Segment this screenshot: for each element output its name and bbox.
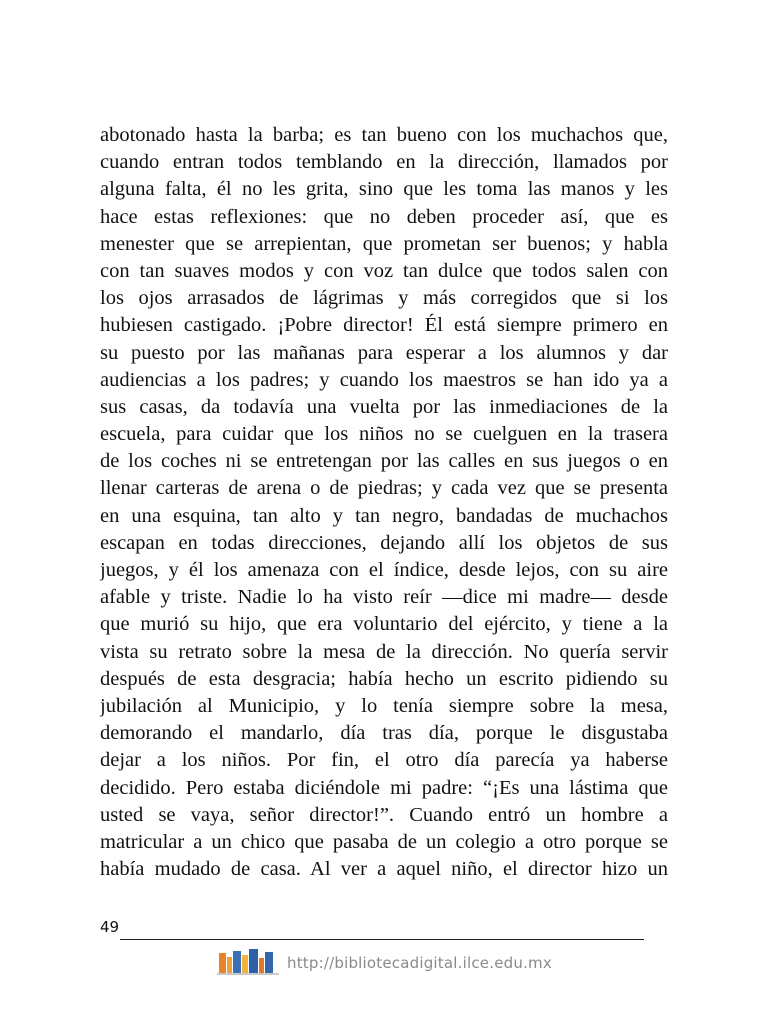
logo-book <box>233 951 241 973</box>
text-line: llenar carteras de arena o de piedras; y cada vez que se presenta <box>100 477 668 500</box>
text-line: demorando el mandarlo, día tras día, porque le disgustaba <box>100 722 668 745</box>
footer-rule <box>120 939 644 940</box>
text-line: vista su retrato sobre la mesa de la dirección. No quería servir <box>100 640 668 663</box>
logo-shelf <box>217 973 279 975</box>
text-line: de los coches ni se entretengan por las calles en sus juegos o en <box>100 450 668 473</box>
text-line: había mudado de casa. Al ver a aquel niño, el director hizo un <box>100 858 668 881</box>
text-line: usted se vaya, señor director!”. Cuando entró un hombre a <box>100 803 668 826</box>
text-line: que murió su hijo, que era voluntario del ejército, y tiene a la <box>100 613 668 636</box>
text-line: hace estas reflexiones: que no deben proceder así, que es <box>100 205 668 228</box>
text-line: su puesto por las mañanas para esperar a los alumnos y dar <box>100 341 668 364</box>
text-line: abotonado hasta la barba; es tan bueno con los muchachos que, <box>100 124 668 146</box>
text-line: dejar a los niños. Por fin, el otro día parecía ya haberse <box>100 749 668 772</box>
logo-book <box>249 949 258 973</box>
text-line: en una esquina, tan alto y tan negro, bandadas de muchachos <box>100 504 668 527</box>
text-line: juegos, y él los amenaza con el índice, desde lejos, con su aire <box>100 559 668 581</box>
logo-book <box>242 955 248 973</box>
logo-book <box>227 957 232 973</box>
text-line: afable y triste. Nadie lo ha visto reír —dice mi madre— desde <box>100 586 668 609</box>
text-line: escapan en todas direcciones, dejando allí los objetos de sus <box>100 531 668 554</box>
text-line: alguna falta, él no les grita, sino que les toma las manos y les <box>100 178 668 201</box>
text-line: audiencias a los padres; y cuando los maestros se han ido ya a <box>100 368 668 391</box>
text-line: matricular a un chico que pasaba de un colegio a otro porque se <box>100 830 668 853</box>
text-line: menester que se arrepientan, que prometan ser buenos; y habla <box>100 232 668 255</box>
logo-book <box>259 958 264 973</box>
page-number: 49 <box>100 918 120 936</box>
text-line: hubiesen castigado. ¡Pobre director! Él está siempre primero en <box>100 314 668 337</box>
body-text <box>100 122 668 883</box>
logo-book <box>219 953 226 973</box>
text-line: sus casas, da todavía una vuelta por las inmediaciones de la <box>100 395 668 418</box>
text-line: decidido. Pero estaba diciéndole mi padre: “¡Es una lástima que <box>100 776 668 799</box>
logo-book <box>265 952 273 973</box>
books-logo-icon <box>217 949 279 975</box>
text-line: cuando entran todos temblando en la dirección, llamados por <box>100 151 668 174</box>
text-line: jubilación al Municipio, y lo tenía siempre sobre la mesa, <box>100 694 668 717</box>
text-line: con tan suaves modos y con voz tan dulce que todos salen con <box>100 259 668 282</box>
footer-url[interactable]: http://bibliotecadigital.ilce.edu.mx <box>287 954 552 972</box>
text-line: escuela, para cuidar que los niños no se cuelguen en la trasera <box>100 423 668 446</box>
text-line: después de esta desgracia; había hecho un escrito pidiendo su <box>100 667 668 690</box>
text-line: los ojos arrasados de lágrimas y más corregidos que si los <box>100 287 668 310</box>
